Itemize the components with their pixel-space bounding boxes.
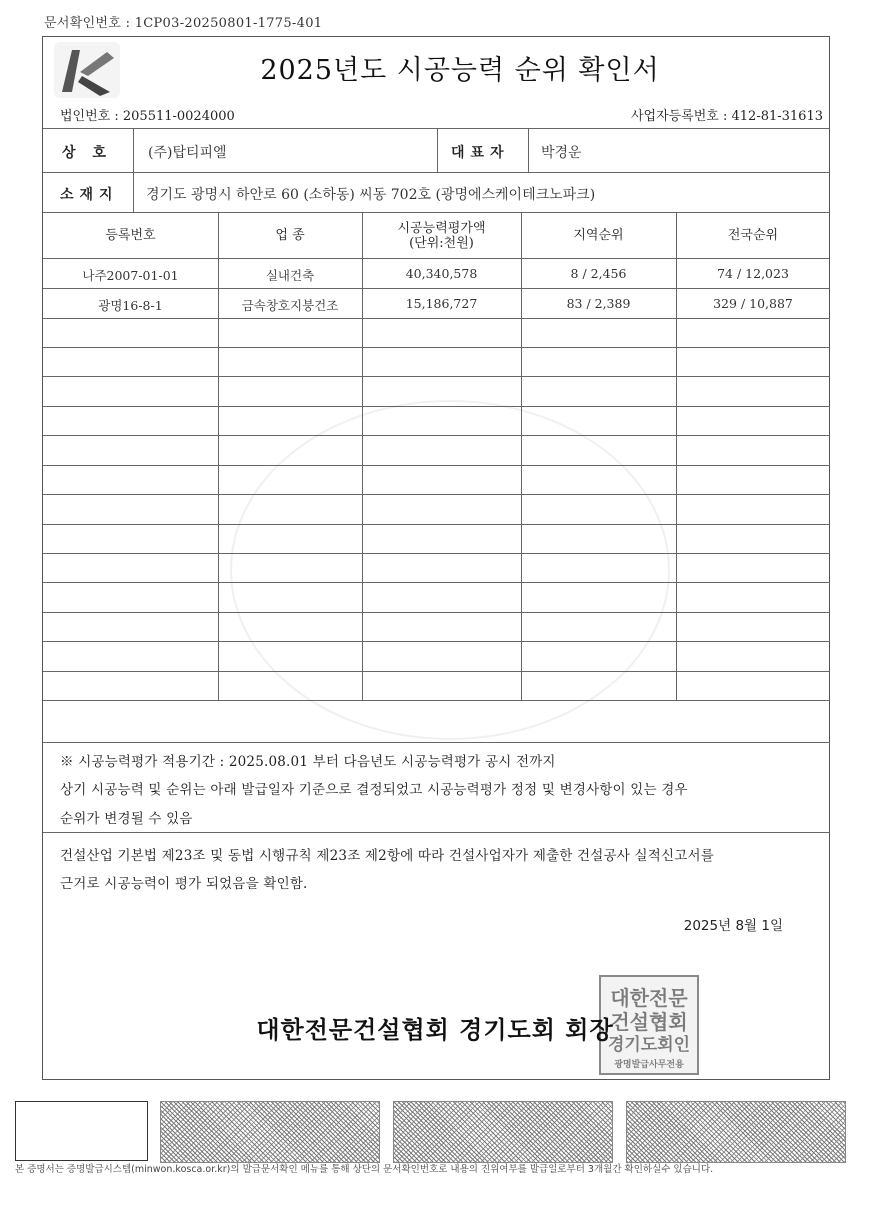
document-title: 2025년도 시공능력 순위 확인서 bbox=[260, 55, 660, 86]
table-cell: 금속창호지붕건조 bbox=[241, 298, 339, 313]
divider bbox=[133, 128, 134, 212]
header-industry: 업 종 bbox=[275, 228, 305, 243]
table-cell: 329 / 10,887 bbox=[713, 296, 793, 311]
address-label: 소재지 bbox=[60, 187, 119, 203]
divider bbox=[43, 172, 830, 173]
table-cell: 광명16-8-1 bbox=[98, 298, 163, 313]
header-national-rank: 전국순위 bbox=[727, 228, 779, 243]
document-confirm-number: 문서확인번호 : 1CP03-20250801-1775-401 bbox=[44, 16, 323, 31]
footer-notice: 본 증명서는 증명발급시스템(minwon.kosca.or.kr)의 발급문서확인 메뉴를 통해 상단의 문서확인번호로 내용의 진위여부를 발급일로부터 3개월간 확인하실수 있습니다. bbox=[15, 1164, 714, 1175]
table-cell: 나주2007-01-01 bbox=[82, 268, 179, 283]
issue-date: 2025년 8월 1일 bbox=[683, 918, 783, 934]
representative-value: 박경운 bbox=[541, 145, 582, 161]
header-regional-rank: 지역순위 bbox=[573, 228, 624, 243]
seal-text: 경기도회인 bbox=[607, 1035, 691, 1055]
address-value: 경기도 광명시 하안로 60 (소하동) 씨동 702호 (광명에스케이테크노파크) bbox=[146, 187, 596, 203]
notice-text: 상기 시공능력 및 순위는 아래 발급일자 기준으로 결정되었고 시공능력평가 정정 및 변경사항이 있는 경우 bbox=[60, 782, 688, 798]
issuer-name: 대한전문건설협회 경기도회 회장 bbox=[256, 1015, 614, 1044]
seal-text: 건설협회 bbox=[610, 1010, 688, 1034]
divider bbox=[437, 128, 438, 172]
seal-text: 광명발급사무전용 bbox=[614, 1060, 684, 1070]
table-cell: 74 / 12,023 bbox=[717, 266, 789, 281]
kosca-logo-icon bbox=[52, 40, 122, 100]
verification-barcode bbox=[393, 1101, 613, 1163]
legal-basis-text: 건설산업 기본법 제23조 및 동법 시행규칙 제23조 제2항에 따라 건설사업자가 제출한 건설공사 실적신고서를 bbox=[60, 848, 714, 864]
table-cell: 실내건축 bbox=[265, 268, 315, 283]
header-registration-no: 등록번호 bbox=[105, 228, 156, 243]
representative-label: 대표자 bbox=[451, 145, 510, 161]
divider bbox=[43, 832, 830, 833]
corporate-number: 법인번호 : 205511-0024000 bbox=[60, 109, 235, 124]
verification-barcode bbox=[626, 1101, 846, 1163]
header-unit: (단위:천원) bbox=[409, 236, 474, 251]
application-period-note: ※ 시공능력평가 적용기간 : 2025.08.01 부터 다음년도 시공능력평가 공시 전까지 bbox=[60, 754, 556, 770]
divider bbox=[528, 128, 529, 172]
company-name-value: (주)탑티피엘 bbox=[148, 145, 227, 161]
divider bbox=[43, 212, 830, 213]
legal-basis-text: 근거로 시공능력이 평가 되었음을 확인함. bbox=[60, 876, 308, 892]
watermark-emblem bbox=[230, 400, 670, 740]
table-cell: 15,186,727 bbox=[405, 296, 478, 311]
notice-text: 순위가 변경될 수 있음 bbox=[60, 811, 193, 827]
blank-box bbox=[15, 1101, 148, 1161]
business-registration-number: 사업자등록번호 : 412-81-31613 bbox=[630, 109, 823, 124]
company-name-label: 상 호 bbox=[62, 145, 112, 161]
header-capacity-amount: 시공능력평가액 bbox=[397, 221, 486, 236]
table-cell: 8 / 2,456 bbox=[570, 266, 627, 281]
table-cell: 40,340,578 bbox=[405, 266, 478, 281]
seal-text: 대한전문 bbox=[610, 986, 688, 1010]
verification-barcode bbox=[160, 1101, 380, 1163]
table-cell: 83 / 2,389 bbox=[566, 296, 631, 311]
